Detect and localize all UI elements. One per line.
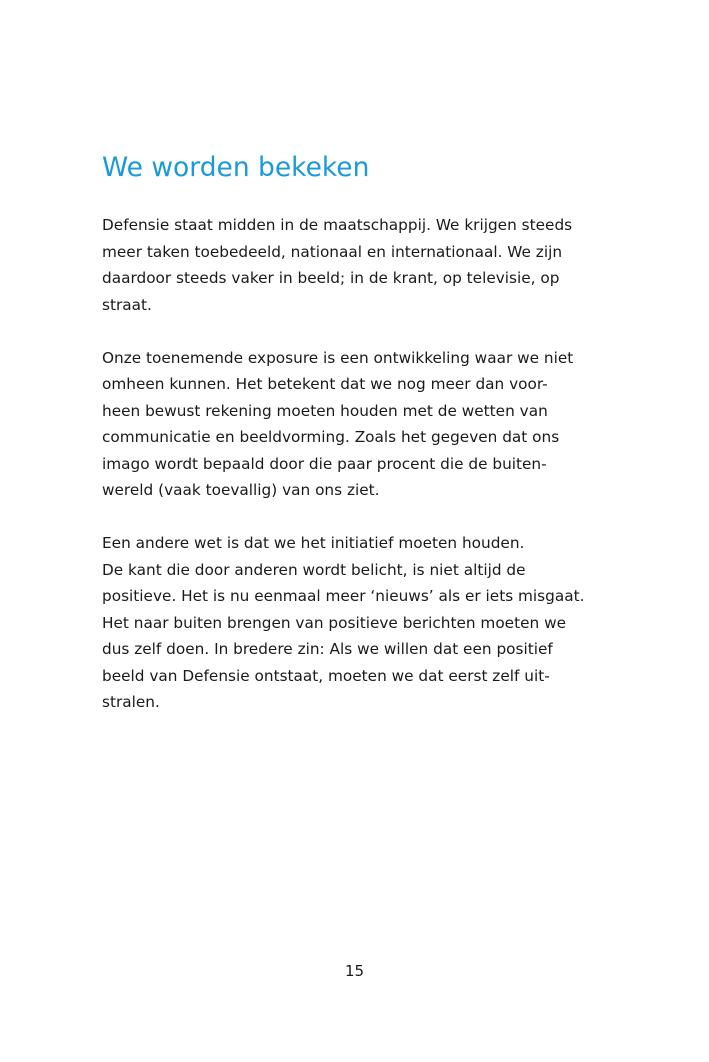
text-line: dus zelf doen. In bredere zin: Als we willen dat een positief (102, 640, 553, 658)
text-line: wereld (vaak toevallig) van ons ziet. (102, 481, 380, 499)
text-line: stralen. (102, 693, 160, 711)
text-line: imago wordt bepaald door die paar procent die de buiten- (102, 454, 547, 473)
page-title: We worden bekeken (102, 152, 370, 183)
paragraph-3 (102, 530, 642, 716)
text-line: Defensie staat midden in de maatschappij. We krijgen steeds (102, 216, 573, 234)
text-line: straat. (102, 295, 152, 314)
text-line: heen bewust rekening moeten houden met de wetten van (102, 401, 548, 420)
text-line: Het naar buiten brengen van positieve berichten moeten we (102, 613, 566, 632)
text-line: communicatie en beeldvorming. Zoals het gegeven dat ons (102, 428, 560, 446)
paragraph-2 (102, 345, 642, 504)
text-line: omheen kunnen. Het betekent dat we nog meer dan voor- (102, 375, 548, 393)
text-line: Onze toenemende exposure is een ontwikkeling waar we niet (102, 348, 574, 367)
text-line: beeld van Defensie ontstaat, moeten we dat eerst zelf uit- (102, 666, 550, 685)
text-line: positieve. Het is nu eenmaal meer ‘nieuws’ als er iets misgaat. (102, 587, 585, 605)
text-line: daardoor steeds vaker in beeld; in de krant, op televisie, op (102, 269, 560, 287)
text-line: Een andere wet is dat we het initiatief moeten houden. (102, 534, 525, 552)
text-line: De kant die door anderen wordt belicht, is niet altijd de (102, 560, 526, 579)
text-line: meer taken toebedeeld, nationaal en internationaal. We zijn (102, 242, 563, 261)
paragraph-1 (102, 212, 642, 318)
body-text (102, 212, 642, 742)
page-number: 15 (344, 962, 365, 980)
